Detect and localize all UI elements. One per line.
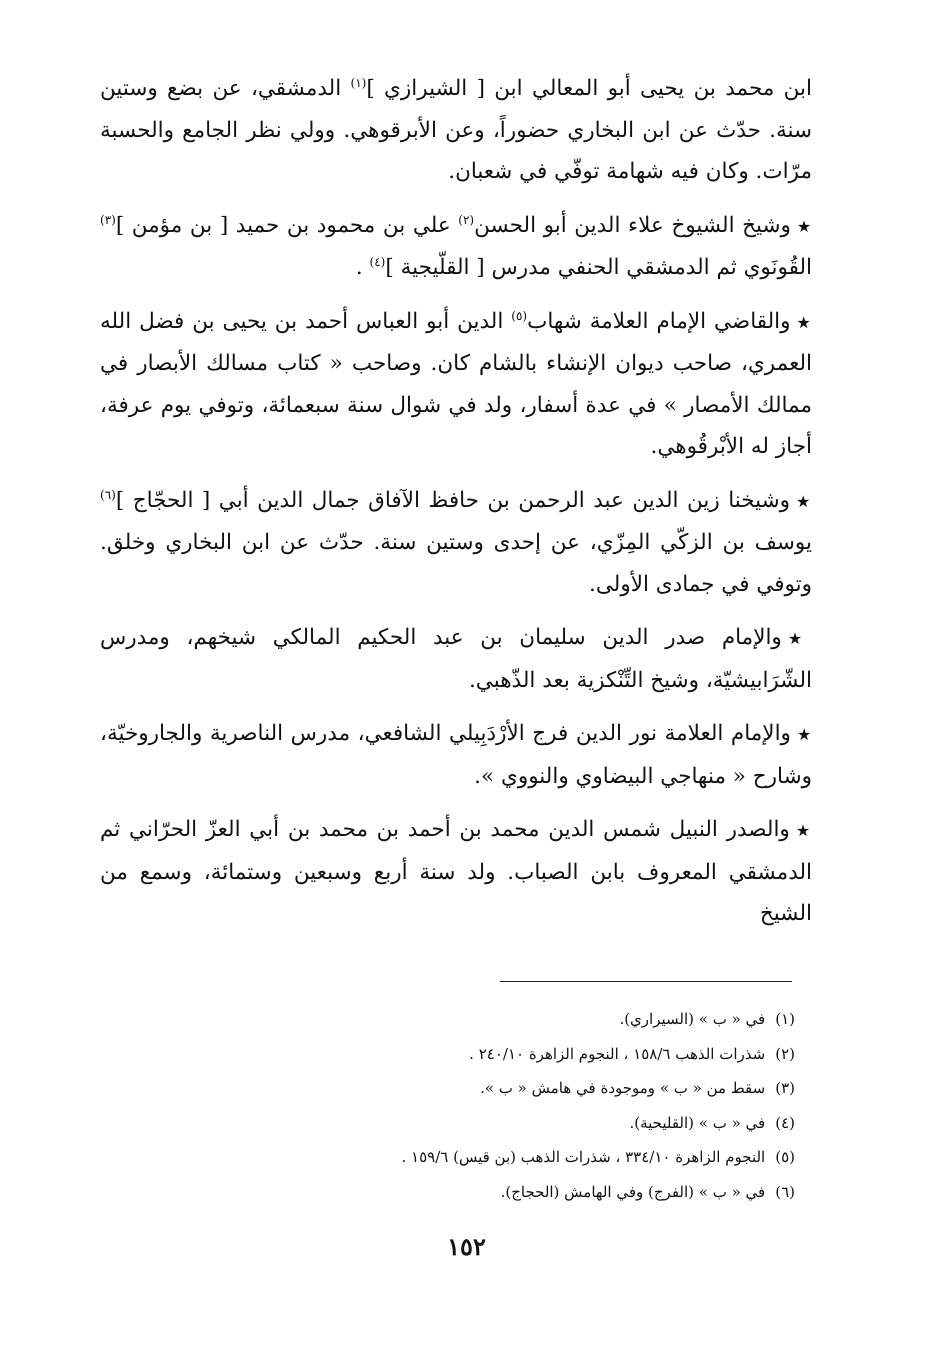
paragraph-4: [100, 480, 812, 606]
footnote-ref: (١): [350, 75, 367, 90]
footnote-item: [235, 1071, 795, 1106]
star-icon: ★: [796, 491, 812, 511]
star-icon: ★: [796, 216, 812, 236]
footnote-divider: [500, 981, 792, 982]
footnotes: [235, 1002, 795, 1209]
paragraph-6: [100, 713, 812, 797]
footnote-number: (٤): [775, 1113, 795, 1132]
paragraph-text: القُونَوي ثم الدمشقي الحنفي مدرس [ القلّيجية ]: [385, 255, 812, 280]
main-text: [100, 68, 812, 947]
paragraph-text: والإمام صدر الدين سليمان بن عبد الحكيم المالكي شيخهم، ومدرس الشّرَابيشيّة، وشيخ التِّنْكزية بعد الذّهبي.: [100, 625, 812, 693]
footnote-text: النجوم الزاهرة ٣٣٤/١٠ ، شذرات الذهب (بن قيس) ١٥٩/٦ .: [401, 1148, 766, 1166]
paragraph-1: [100, 68, 812, 193]
paragraph-text: وشيخنا زين الدين عبد الرحمن بن حافظ الآفاق جمال الدين أبي [ الحجّاج ]: [115, 487, 790, 513]
page-number: ١٥٢: [447, 1232, 486, 1261]
footnote-item: [235, 1140, 795, 1175]
footnote-item: [235, 1106, 795, 1141]
footnote-text: في « ب » (الفرج) وفي الهامش (الحجاج).: [500, 1182, 766, 1201]
footnote-ref: (٦): [100, 487, 116, 502]
footnote-ref: (٣): [100, 212, 116, 227]
footnote-text: شذرات الذهب ١٥٨/٦ ، النجوم الزاهرة ٢٤٠/١٠ .: [469, 1044, 766, 1063]
paragraph-text: والصدر النبيل شمس الدين محمد بن أحمد بن محمد بن أبي العزّ الحرّاني ثم الدمشقي المعروف بابن الصباب. ولد سنة أربع وسبعين وستمائة، وسمع من الشيخ: [100, 817, 812, 926]
footnote-number: (٢): [775, 1044, 795, 1063]
paragraph-2: [100, 205, 812, 289]
footnote-item: [235, 1175, 795, 1210]
footnote-number: (٣): [775, 1079, 795, 1097]
footnote-number: (٦): [775, 1182, 795, 1201]
paragraph-text: الدمشقي، عن بضع وستين سنة. حدّث عن ابن البخاري حضوراً، وعن الأبرقوهي. وولي نظر الجامع والحسبة مرّات. وكان فيه شهامة توفّي في شعبان.: [100, 76, 812, 184]
star-icon: ★: [796, 725, 813, 744]
footnote-number: (١): [775, 1010, 795, 1028]
paragraph-text: والإمام العلامة نور الدين فرج الأرْدَبِيلي الشافعي، مدرس الناصرية والجاروخيّة، وشارح « منهاجي البيضاوي والنووي ».: [100, 721, 812, 789]
paragraph-text: علي بن محمود بن حميد [ بن مؤمن ]: [115, 212, 459, 238]
paragraph-text: وشيخ الشيوخ علاء الدين أبو الحسن: [474, 212, 791, 238]
star-icon: ★: [787, 629, 813, 648]
footnote-ref: (٥): [511, 308, 528, 323]
paragraph-text: .: [355, 255, 370, 280]
footnote-number: (٥): [775, 1148, 795, 1166]
paragraph-text: الدين أبو العباس أحمد بن يحيى بن فضل الله العمري، صاحب ديوان الإنشاء بالشام كان. وصاحب « كتاب مسالك الأبصار في ممالك الأمصار » في عدة أسفار، ولد في شوال سنة سبعمائة، وتوفي يوم عرفة، أجاز له الأبْرقُوهي.: [100, 308, 812, 459]
footnote-ref: (٢): [458, 212, 475, 227]
paragraph-text: والقاضي الإمام العلامة شهاب: [527, 308, 791, 334]
paragraph-7: [100, 809, 812, 935]
star-icon: ★: [796, 312, 812, 332]
paragraph-text: ابن محمد بن يحيى أبو المعالي ابن [ الشيرازي ]: [366, 76, 812, 101]
paragraph-5: [100, 617, 812, 701]
star-icon: ★: [795, 821, 813, 840]
footnote-text: في « ب » (القليحية).: [629, 1113, 766, 1132]
footnote-text: في « ب » (السيراري).: [619, 1010, 766, 1028]
paragraph-3: [100, 301, 812, 468]
footnote-ref: (٤): [369, 254, 386, 269]
footnote-item: [235, 1037, 795, 1072]
footnote-item: [235, 1002, 795, 1037]
paragraph-text: يوسف بن الزكّي المِزّي، عن إحدى وستين سنة. حدّث عن ابن البخاري وخلق. وتوفي في جمادى الأولى.: [100, 530, 812, 597]
footnote-text: سقط من « ب » وموجودة في هامش « ب ».: [480, 1079, 766, 1097]
